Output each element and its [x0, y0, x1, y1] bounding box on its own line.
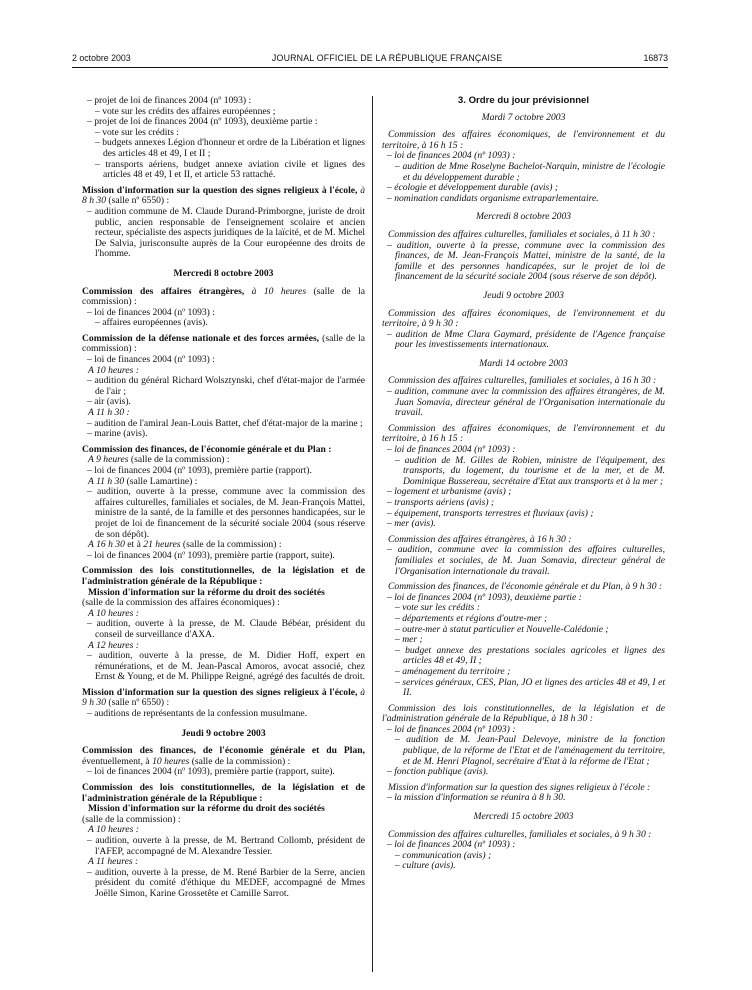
day-heading: Jeudi 9 octobre 2003	[483, 289, 564, 301]
list-item: – loi de finances 2004 (nº 1093) :	[387, 150, 516, 162]
section-heading: Commission de la défense nationale et des forces armées, (salle de la commission) :	[82, 332, 365, 355]
section-heading: Commission des lois constitutionnelles, de la législation et de l'administration générale de la République :	[82, 782, 365, 804]
header-title: JOURNAL OFFICIEL DE LA RÉPUBLIQUE FRANÇAISE	[271, 53, 503, 63]
list-item: – loi de finances 2004 (nº 1093) :	[387, 723, 516, 735]
list-item: – nomination candidats organisme extraparlementaire.	[387, 192, 599, 204]
list-item: – audition du général Richard Wolsztynski, chef d'état-major de l'armée de l'air ;	[87, 375, 365, 397]
list-item: – auditions de représentants de la confession musulmane.	[87, 708, 308, 720]
list-item: – transports aériens, budget annexe aviation civile et lignes des articles 48 et 49, I et II, et article 53 rattaché.	[95, 158, 365, 181]
list-item: – loi de finances 2004 (nº 1093) :	[387, 839, 516, 851]
room-label: (salle de la commission) :	[82, 813, 181, 825]
time-label: A 9 heures (salle de la commission) :	[88, 454, 230, 466]
column-divider	[372, 96, 373, 972]
list-item: – mer (avis).	[387, 518, 436, 530]
list-item: – loi de finances 2004 (nº 1093) :	[87, 354, 215, 366]
list-item: – écologie et développement durable (avis) ;	[387, 182, 559, 194]
header-rule	[72, 67, 668, 68]
list-item: – audition, ouverte à la presse, commune avec la commission des finances, de M. Jean-François Mattei, ministre de la santé, de la famille et des personnes handicapées, sur le projet de loi de financement de la sécurité sociale 2004 (sous réserve de son dépôt).	[387, 239, 665, 283]
list-item: – audition, ouverte à la presse, de M. René Barbier de la Serre, ancien président du comité d'éthique du MEDEF, accompagné de Mmes Joëlle Simon, Karine Grossetête et Camille Sarrot.	[87, 866, 365, 899]
list-item: – transports aériens (avis) ;	[387, 497, 495, 508]
list-item: – loi de finances 2004 (nº 1093), première partie (rapport, suite).	[87, 766, 335, 778]
paragraph: Commission des affaires étrangères, à 16 h 30 :	[388, 533, 572, 545]
paragraph: Commission des affaires culturelles, familiales et sociales, à 11 h 30 :	[388, 228, 656, 240]
paragraph: Commission des affaires économiques, de l'environnement et du territoire, à 16 h 15 :	[382, 129, 665, 151]
section-heading: Mission d'information sur la question des signes religieux à l'école, à 9 h 30 (salle nº 6550) :	[82, 686, 365, 709]
list-item: – aménagement du territoire ;	[395, 665, 511, 677]
list-item: – communication (avis) ;	[395, 849, 492, 861]
day-heading: Mercredi 8 octobre 2003	[475, 211, 572, 223]
paragraph: Commission des affaires culturelles, familiales et sociales, à 9 h 30 :	[388, 828, 652, 840]
day-heading: Mardi 7 octobre 2003	[481, 111, 566, 123]
time-label: A 10 heures :	[88, 824, 139, 836]
list-item: – départements et régions d'outre-mer ;	[395, 612, 548, 624]
list-item: – vote sur les crédits :	[395, 602, 480, 614]
day-heading: Mardi 14 octobre 2003	[479, 357, 568, 369]
list-item: – audition, ouverte à la presse, de M. Bertrand Collomb, président de l'AFEP, accompagné de M. Alexandre Tessier.	[87, 835, 365, 857]
list-item: – audition, ouverte à la presse, de M. Didier Hoff, expert en rémunérations, et de M. Jean-Pascal Amoros, avocat associé, chez Ernst & Young, et de M. Philippe Reigné, agrégé des facultés de droit.	[87, 650, 365, 683]
header-page-number: 16873	[643, 53, 668, 63]
left-column	[82, 96, 365, 900]
right-column	[382, 96, 665, 872]
list-item: – audition de M. Gilles de Robien, ministre de l'équipement, des transports, du logement, du tourisme et de la mer, et de M. Dominique Bussereau, secrétaire d'Etat aux transports et à la mer ;	[395, 454, 665, 487]
section-heading: Commission des affaires étrangères, à 10 heures (salle de la commission) :	[82, 285, 366, 308]
list-item: – loi de finances 2004 (nº 1093), première partie (rapport).	[87, 465, 312, 476]
list-item: – loi de finances 2004 (nº 1093), première partie (rapport, suite).	[87, 549, 335, 561]
list-item: – projet de loi de finances 2004 (nº 1093), deuxième partie :	[87, 116, 318, 128]
list-item: – outre-mer à statut particulier et Nouvelle-Calédonie ;	[395, 623, 609, 635]
room-label: (salle de la commission des affaires économiques) :	[82, 597, 280, 609]
list-item: – audition commune de M. Claude Durand-Primborgne, juriste de droit public, ancien responsable de l'enseignement scolaire et ancien recteur, spécialiste des aspects juridiques de la laïcité, et de M. Michel De Salvia, jurisconsulte auprès de la Cour européenne des droits de l'homme.	[87, 205, 365, 260]
list-item: – air (avis).	[87, 396, 131, 408]
paragraph: Commission des affaires culturelles, familiales et sociales, à 16 h 30 :	[388, 375, 657, 387]
list-item: – culture (avis).	[395, 860, 456, 872]
list-item: – audition, commune avec la commission des affaires étrangères, de M. Juan Somavia, directeur général de l'Organisation internationale du travail.	[387, 386, 665, 419]
time-label: A 11 h 30 (salle Lamartine) :	[88, 475, 198, 487]
section-heading: Commission des finances, de l'économie générale et du Plan :	[82, 443, 332, 455]
list-item: – projet de loi de finances 2004 (nº 1093) :	[87, 95, 252, 106]
day-heading: Mercredi 15 octobre 2003	[473, 811, 574, 823]
time-label: A 12 heures :	[88, 639, 139, 651]
list-item: – services généraux, CES, Plan, JO et lignes des articles 48 et 49, I et II.	[395, 676, 665, 699]
section-heading: Mission d'information sur la question des signes religieux à l'école, à 8 h 30 (salle nº 6550) :	[82, 184, 365, 207]
paragraph: Commission des finances, de l'économie générale et du Plan, à 9 h 30 :	[388, 581, 663, 593]
section-title: 3. Ordre du jour prévisionnel	[457, 95, 590, 106]
list-item: – audition de Mme Roselyne Bachelot-Narquin, ministre de l'écologie et du développement durable ;	[395, 160, 665, 183]
list-item: – loi de finances 2004 (nº 1093), deuxième partie :	[387, 591, 582, 603]
time-label: A 11 heures :	[88, 856, 139, 868]
mission-heading: Mission d'information sur la réforme du droit des sociétés	[88, 586, 325, 598]
paragraph: Commission des lois constitutionnelles, de la législation et de l'administration générale de la République, à 18 h 30 :	[382, 702, 665, 725]
list-item: – audition, ouverte à la presse, de M. Claude Bébéar, président du conseil de surveillance d'AXA.	[87, 618, 365, 640]
time-label: A 11 h 30 :	[88, 407, 130, 419]
list-item: – budgets annexes Légion d'honneur et ordre de la Libération et lignes des articles 48 et 49, I et II ;	[95, 137, 366, 159]
section-heading: Commission des lois constitutionnelles, de la législation et de l'administration générale de la République :	[82, 565, 365, 587]
list-item: – budget annexe des prestations sociales agricoles et lignes des articles 48 et 49, II ;	[395, 644, 665, 667]
section-heading: Commission des finances, de l'économie générale et du Plan, éventuellement, à 10 heures (salle de la commission) :	[82, 745, 365, 767]
paragraph: Commission des affaires économiques, de l'environnement et du territoire, à 9 h 30 :	[382, 307, 665, 330]
list-item: – vote sur les crédits des affaires européennes ;	[95, 105, 276, 117]
list-item: – audition de Mme Clara Gaymard, présidente de l'Agence française pour les investissements internationaux.	[387, 328, 665, 351]
paragraph: Commission des affaires économiques, de l'environnement et du territoire, à 16 h 15 :	[382, 422, 665, 445]
list-item: – logement et urbanisme (avis) ;	[387, 486, 512, 498]
list-item: – audition de M. Jean-Paul Delevoye, ministre de la fonction publique, de la réforme de l'Etat et de l'aménagement du territoire, et de M. Henri Plagnol, secrétaire d'Etat à la réforme de l'Etat ;	[395, 734, 665, 767]
list-item: – marine (avis).	[87, 428, 148, 440]
time-label: A 10 heures :	[88, 364, 139, 376]
list-item: – audition, ouverte à la presse, commune avec la commission des affaires culturelles, familiales et sociales, de M. Jean-François Mattei, ministre de la santé, de la famille et des personnes handicapées, sur le projet de loi de financement de la sécurité sociale 2004 (sous réserve de son dépôt).	[87, 486, 365, 540]
list-item: – audition, commune avec la commission des affaires culturelles, familiales et sociales, de M. Juan Somavia, directeur général de l'Organisation internationale du travail.	[387, 544, 665, 577]
list-item: – la mission d'information se réunira à 8 h 30.	[387, 792, 566, 804]
time-label: A 10 heures :	[88, 607, 139, 619]
list-item: – fonction publique (avis).	[387, 766, 489, 778]
time-label: A 16 h 30 et à 21 heures (salle de la commission) :	[88, 539, 282, 551]
mission-heading: Mission d'information sur la réforme du droit des sociétés	[88, 803, 325, 815]
page-header	[72, 53, 668, 67]
list-item: – loi de finances 2004 (nº 1093) :	[87, 306, 215, 318]
list-item: – mer ;	[395, 634, 423, 646]
list-item: – affaires européennes (avis).	[95, 317, 208, 329]
day-heading: Jeudi 9 octobre 2003	[181, 727, 266, 739]
day-heading: Mercredi 8 octobre 2003	[173, 267, 274, 279]
list-item: – audition de l'amiral Jean-Louis Battet, chef d'état-major de la marine ;	[87, 417, 363, 429]
list-item: – vote sur les crédits :	[95, 126, 179, 138]
list-item: – équipement, transports terrestres et fluviaux (avis) ;	[387, 507, 594, 519]
list-item: – loi de finances 2004 (nº 1093) :	[387, 444, 516, 456]
header-date: 2 octobre 2003	[72, 53, 131, 63]
paragraph: Mission d'information sur la question des signes religieux à l'école :	[388, 781, 651, 793]
